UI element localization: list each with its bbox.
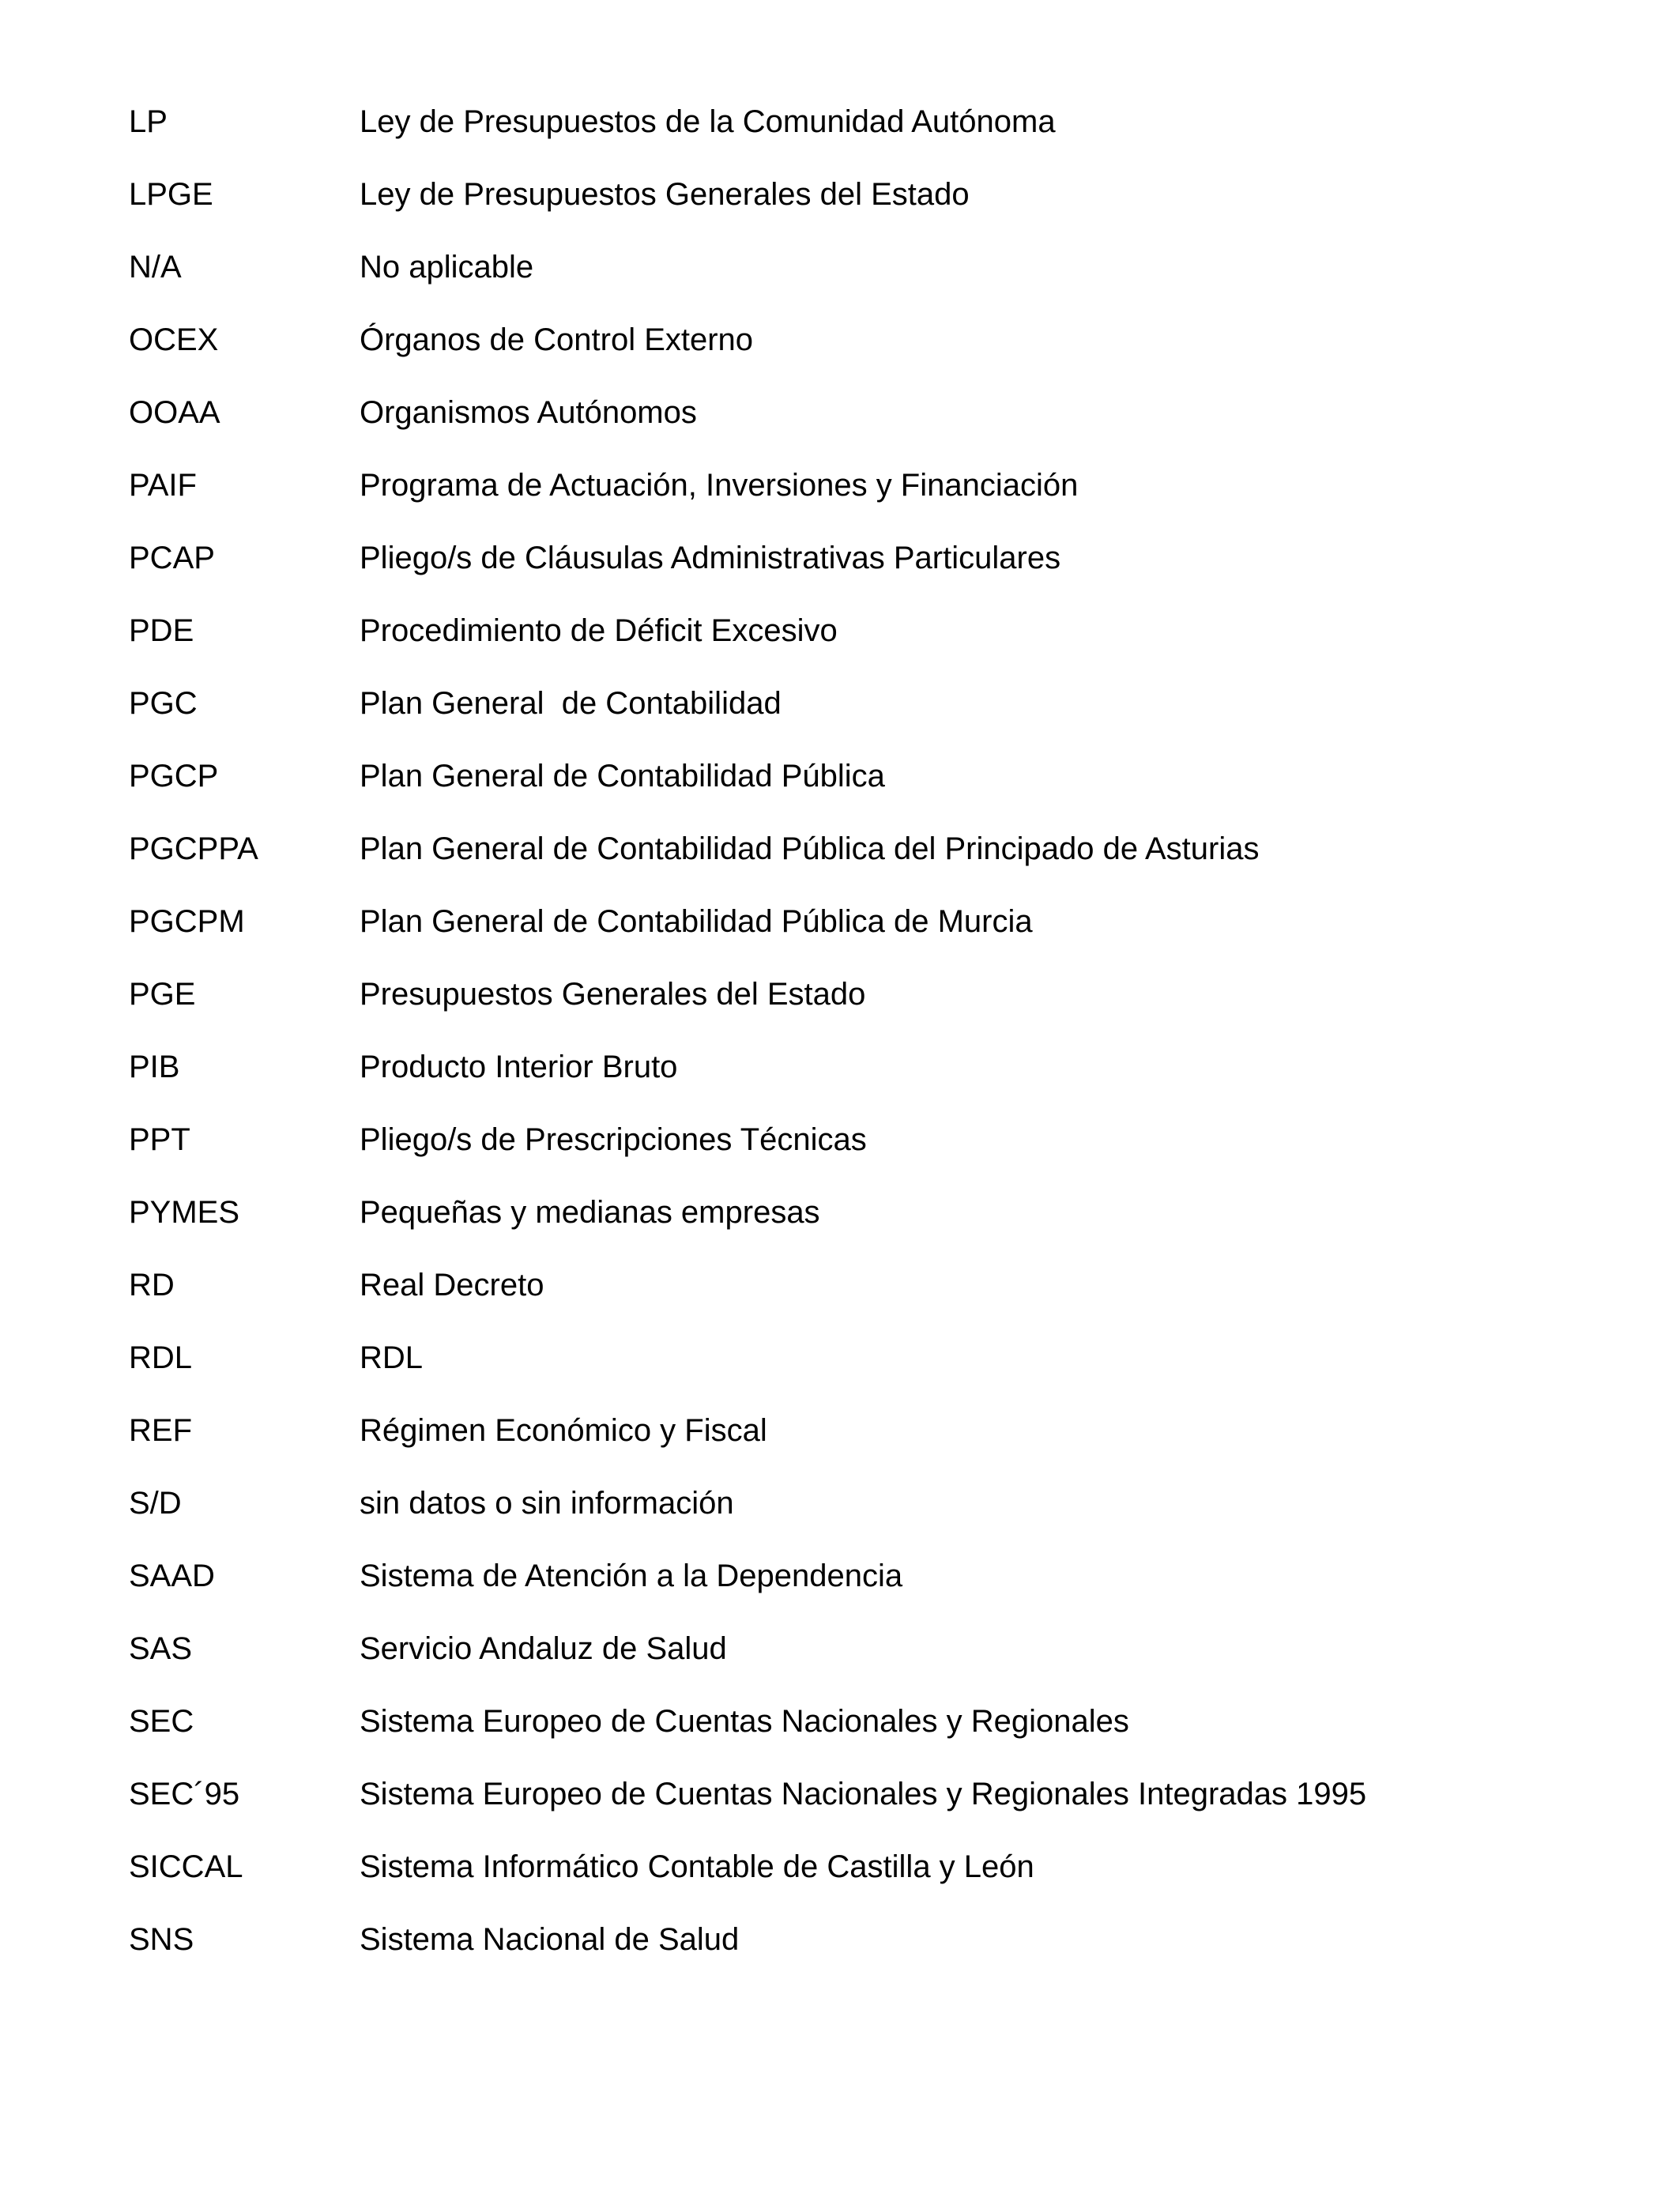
list-item (129, 667, 1630, 740)
list-item (129, 1249, 1630, 1321)
abbreviation-description: Pliego/s de Prescripciones Técnicas (360, 1122, 867, 1157)
list-item (129, 158, 1630, 231)
list-item (129, 1467, 1630, 1540)
list-item (129, 1758, 1630, 1830)
list-item (129, 1612, 1630, 1685)
abbreviation-description: Procedimiento de Déficit Excesivo (360, 613, 838, 648)
abbreviation-description: sin datos o sin información (360, 1486, 734, 1521)
abbreviation-description: Plan General de Contabilidad Pública del Principado de Asturias (360, 831, 1260, 866)
abbreviation-code: PDE (129, 613, 194, 648)
abbreviation-code: PGCPPA (129, 831, 258, 866)
abbreviation-code: PIB (129, 1050, 180, 1084)
abbreviation-code: PGC (129, 686, 198, 721)
abbreviation-description: RDL (360, 1340, 424, 1375)
abbreviation-code: RDL (129, 1340, 193, 1375)
list-item (129, 1540, 1630, 1612)
abbreviation-code: SEC (129, 1704, 194, 1739)
abbreviation-code: N/A (129, 250, 182, 285)
abbreviation-description: Plan General de Contabilidad (360, 686, 782, 721)
abbreviation-code: PPT (129, 1122, 190, 1157)
abbreviation-code: LPGE (129, 177, 213, 212)
abbreviation-code: LP (129, 104, 168, 139)
list-item (129, 958, 1630, 1031)
abbreviation-description: Sistema Nacional de Salud (360, 1922, 740, 1957)
abbreviation-code: PGE (129, 977, 196, 1012)
abbreviation-description: Ley de Presupuestos de la Comunidad Autónoma (360, 104, 1056, 139)
abbreviation-description: Plan General de Contabilidad Pública (360, 759, 885, 794)
abbreviation-description: Producto Interior Bruto (360, 1050, 678, 1084)
abbreviation-description: Sistema Europeo de Cuentas Nacionales y Regionales (360, 1704, 1129, 1739)
abbreviation-code: OOAA (129, 395, 220, 430)
list-item (129, 303, 1630, 376)
abbreviation-code: PYMES (129, 1195, 240, 1230)
abbreviation-description: Pequeñas y medianas empresas (360, 1195, 820, 1230)
abbreviation-code: SAAD (129, 1559, 215, 1593)
abbreviation-code: PAIF (129, 468, 197, 503)
list-item (129, 1031, 1630, 1103)
list-item (129, 1103, 1630, 1176)
abbreviation-description: Ley de Presupuestos Generales del Estado (360, 177, 970, 212)
abbreviation-description: Órganos de Control Externo (360, 322, 754, 357)
list-item (129, 1903, 1630, 1976)
list-item (129, 885, 1630, 958)
abbreviation-code: PCAP (129, 541, 215, 575)
abbreviation-description: Presupuestos Generales del Estado (360, 977, 866, 1012)
abbreviation-description: Programa de Actuación, Inversiones y Financiación (360, 468, 1079, 503)
abbreviation-code: RD (129, 1268, 175, 1302)
list-item (129, 85, 1630, 158)
list-item (129, 740, 1630, 812)
abbreviation-code: PGCPM (129, 904, 245, 939)
abbreviation-description: Régimen Económico y Fiscal (360, 1413, 767, 1448)
abbreviation-description: Sistema Europeo de Cuentas Nacionales y Regionales Integradas 1995 (360, 1777, 1367, 1811)
list-item (129, 1685, 1630, 1758)
list-item (129, 1830, 1630, 1903)
abbreviation-code: SNS (129, 1922, 194, 1957)
list-item (129, 812, 1630, 885)
abbreviation-code: SEC´95 (129, 1777, 240, 1811)
abbreviation-description: Pliego/s de Cláusulas Administrativas Particulares (360, 541, 1061, 575)
abbreviation-description: Plan General de Contabilidad Pública de Murcia (360, 904, 1033, 939)
abbreviation-description: Servicio Andaluz de Salud (360, 1631, 727, 1666)
list-item (129, 1394, 1630, 1467)
list-item (129, 1321, 1630, 1394)
abbreviation-code: OCEX (129, 322, 219, 357)
abbreviation-code: SICCAL (129, 1849, 243, 1884)
list-item (129, 522, 1630, 594)
list-item (129, 231, 1630, 303)
list-item (129, 1176, 1630, 1249)
abbreviation-description: No aplicable (360, 250, 534, 285)
abbreviation-code: S/D (129, 1486, 182, 1521)
list-item (129, 594, 1630, 667)
list-item (129, 449, 1630, 522)
abbreviation-code: SAS (129, 1631, 193, 1666)
abbreviation-code: PGCP (129, 759, 219, 794)
list-item (129, 376, 1630, 449)
abbreviation-description: Sistema de Atención a la Dependencia (360, 1559, 903, 1593)
abbreviation-code: REF (129, 1413, 192, 1448)
abbreviation-list (129, 85, 1630, 1976)
abbreviation-description: Real Decreto (360, 1268, 544, 1302)
abbreviation-description: Organismos Autónomos (360, 395, 697, 430)
abbreviation-description: Sistema Informático Contable de Castilla y León (360, 1849, 1034, 1884)
